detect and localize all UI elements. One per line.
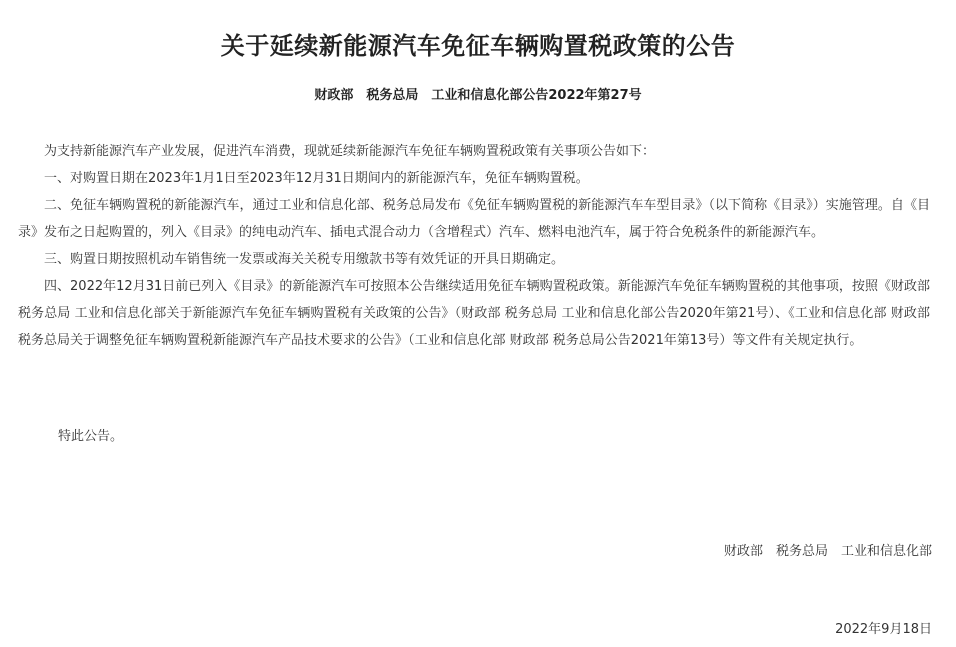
clause-1: 一、对购置日期在2023年1月1日至2023年12月31日期间内的新能源汽车，免征车辆购置税。 [44,171,589,186]
notice-number: 财政部 税务总局 工业和信息化部公告2022年第27号 [314,88,642,103]
issue-date: 2022年9月18日 [835,622,932,637]
intro-paragraph: 为支持新能源汽车产业发展，促进汽车消费，现就延续新能源汽车免征车辆购置税政策有关事项公告如下： [44,144,656,159]
clause-2: 二、免征车辆购置税的新能源汽车，通过工业和信息化部、税务总局发布《免征车辆购置税的新能源汽车车型目录》（以下简称《目录》）实施管理。自《目录》发布之日起购置的，列入《目录》的纯电动汽车、插电式混合动力（含增程式）汽车、燃料电池汽车，属于符合免税条件的新能源汽车。 [18,198,930,240]
notice-body [18,138,930,354]
closing-statement: 特此公告。 [58,429,124,444]
issuing-authorities: 财政部 税务总局 工业和信息化部 [723,544,932,559]
clause-4: 四、2022年12月31日前已列入《目录》的新能源汽车可按照本公告继续适用免征车辆购置税政策。新能源汽车免征车辆购置税的其他事项，按照《财政部 税务总局 工业和信息化部关于新能源汽车免征车辆购置税有关政策的公告》（财政部 税务总局 工业和信息化部公告2020年第21号）、《工业和信息化部 财政部 税务总局关于调整免征车辆购置税新能源汽车产品技术要求的公告》（工业和信息化部 财政部 税务总局公告2021年第13号）等文件有关规定执行。 [18,279,930,348]
notice-title: 关于延续新能源汽车免征车辆购置税政策的公告 [220,32,736,60]
clause-3: 三、购置日期按照机动车销售统一发票或海关关税专用缴款书等有效凭证的开具日期确定。 [44,252,565,267]
